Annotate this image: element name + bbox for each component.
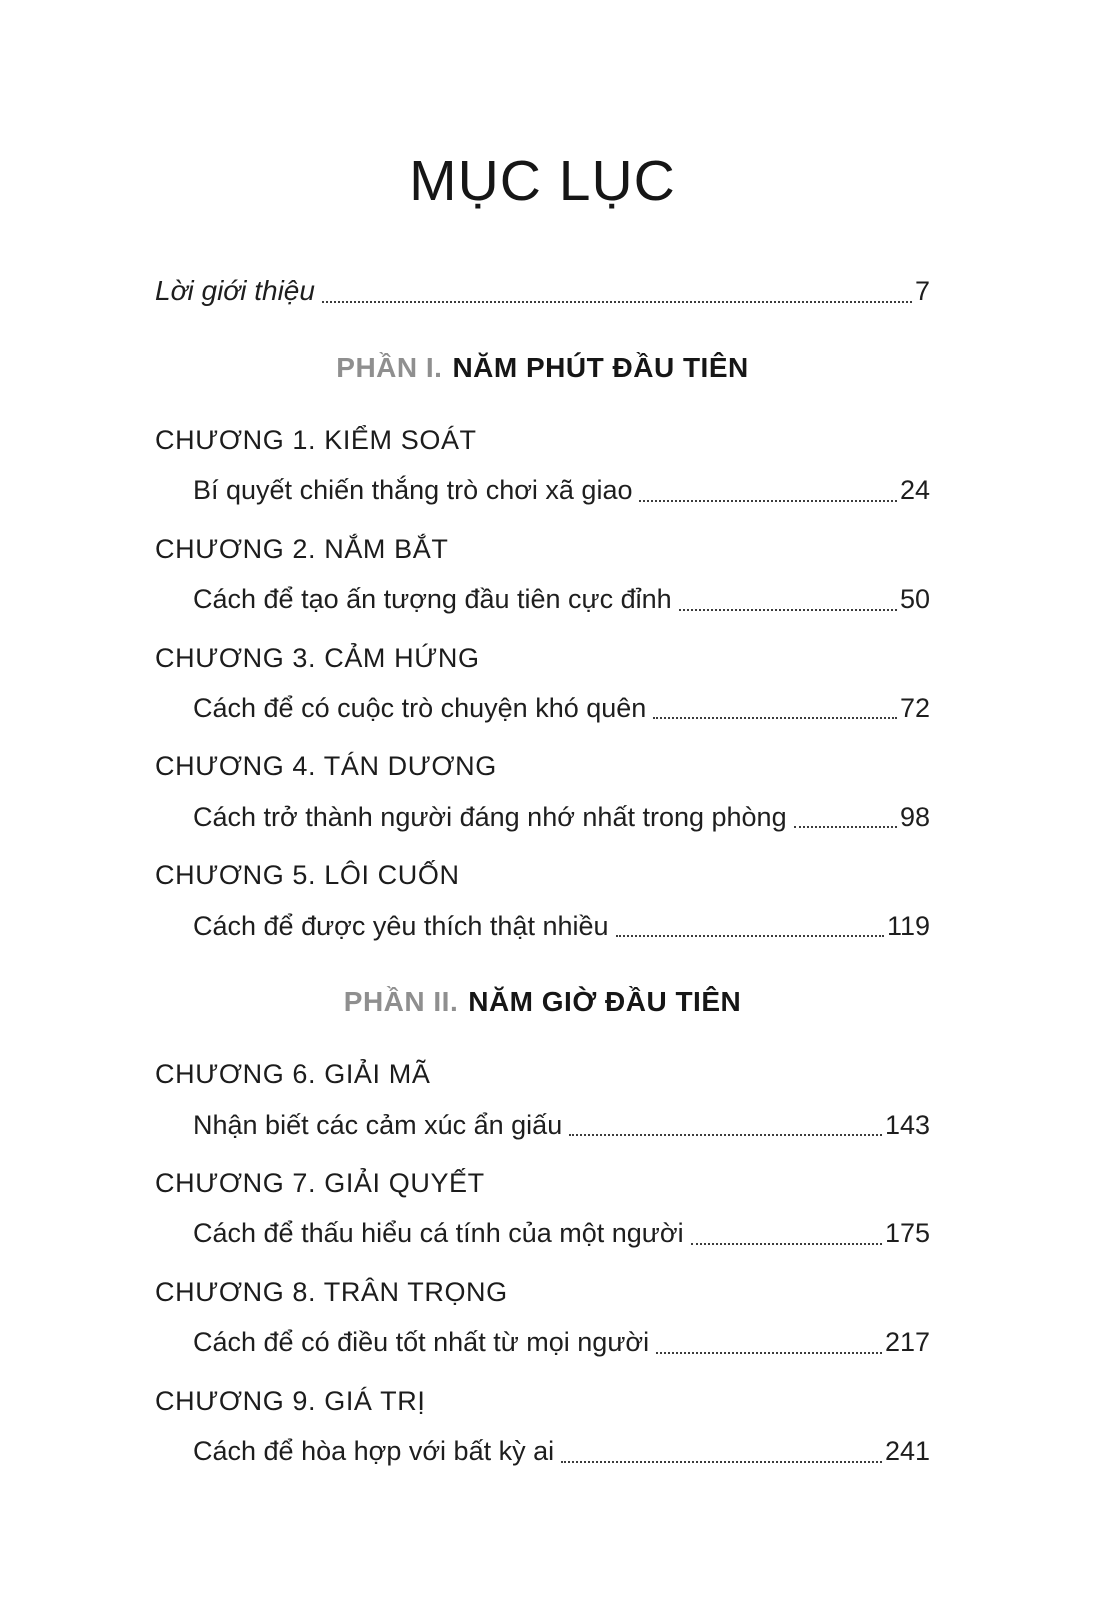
part-2-label: PHẦN II. <box>343 986 459 1018</box>
toc-chapter-7 <box>155 1165 930 1252</box>
intro-label: Lời giới thiệu <box>155 275 315 306</box>
chapter-5-subtitle: Cách để được yêu thích thật nhiều <box>193 910 609 941</box>
chapter-2-subtitle: Cách để tạo ấn tượng đầu tiên cực đỉnh <box>193 584 672 615</box>
chapter-9-page-number: 241 <box>884 1436 930 1467</box>
chapter-7-heading: CHƯƠNG 7. GIẢI QUYẾT <box>155 1168 485 1199</box>
toc-chapter-9 <box>155 1383 930 1470</box>
part-2-heading <box>155 986 930 1018</box>
chapter-2-heading: CHƯƠNG 2. NẮM BẮT <box>155 533 449 564</box>
part-1-title: NĂM PHÚT ĐẦU TIÊN <box>452 351 749 383</box>
toc-chapter-8 <box>155 1274 930 1361</box>
chapter-5-subtitle-line <box>155 908 930 944</box>
chapter-8-heading: CHƯƠNG 8. TRÂN TRỌNG <box>155 1276 508 1307</box>
intro-page-number: 7 <box>914 276 930 306</box>
dot-leader <box>569 1134 882 1136</box>
chapter-1-heading: CHƯƠNG 1. KIỂM SOÁT <box>155 424 477 455</box>
chapter-6-subtitle-line <box>155 1107 930 1143</box>
toc-chapter-1 <box>155 422 930 509</box>
dot-leader <box>322 301 912 303</box>
chapter-7-page-number: 175 <box>884 1218 930 1249</box>
page-title: MỤC LỤC <box>409 149 676 213</box>
chapter-1-subtitle: Bí quyết chiến thắng trò chơi xã giao <box>193 475 633 506</box>
chapter-8-subtitle-line <box>155 1324 930 1360</box>
chapter-9-subtitle-line <box>155 1433 930 1469</box>
toc-chapter-2 <box>155 531 930 618</box>
chapter-1-page-number: 24 <box>899 475 930 506</box>
chapter-2-subtitle-line <box>155 581 930 617</box>
toc-chapter-4 <box>155 748 930 835</box>
dot-leader <box>653 717 897 719</box>
dot-leader <box>616 935 884 937</box>
chapter-8-subtitle: Cách để có điều tốt nhất từ mọi người <box>193 1327 650 1358</box>
chapter-8-page-number: 217 <box>884 1327 930 1358</box>
part-1-label: PHẦN I. <box>336 351 443 383</box>
chapter-6-heading: CHƯƠNG 6. GIẢI MÃ <box>155 1059 431 1090</box>
chapter-4-heading: CHƯƠNG 4. TÁN DƯƠNG <box>155 751 497 782</box>
toc-chapter-6 <box>155 1056 930 1143</box>
chapter-3-heading: CHƯƠNG 3. CẢM HỨNG <box>155 642 480 673</box>
chapter-2-page-number: 50 <box>899 584 930 615</box>
chapter-7-subtitle: Cách để thấu hiểu cá tính của một người <box>193 1218 684 1249</box>
chapter-5-page-number: 119 <box>886 910 930 941</box>
chapter-7-subtitle-line <box>155 1215 930 1251</box>
dot-leader <box>691 1243 882 1245</box>
dot-leader <box>794 826 897 828</box>
dot-leader <box>656 1352 882 1354</box>
chapter-6-page-number: 143 <box>884 1109 930 1140</box>
dot-leader <box>679 609 897 611</box>
chapter-9-subtitle: Cách để hòa hợp với bất kỳ ai <box>193 1436 555 1467</box>
dot-leader <box>561 1461 882 1463</box>
chapter-3-page-number: 72 <box>899 692 930 723</box>
toc-chapter-5 <box>155 857 930 944</box>
chapter-9-heading: CHƯƠNG 9. GIÁ TRỊ <box>155 1385 426 1416</box>
chapter-6-subtitle: Nhận biết các cảm xúc ẩn giấu <box>193 1109 563 1140</box>
toc-entry-intro <box>155 272 930 310</box>
chapter-4-page-number: 98 <box>899 801 930 832</box>
chapter-4-subtitle: Cách trở thành người đáng nhớ nhất trong phòng <box>193 801 787 832</box>
chapter-3-subtitle: Cách để có cuộc trò chuyện khó quên <box>193 692 647 723</box>
chapter-4-subtitle-line <box>155 799 930 835</box>
part-1-heading <box>155 352 930 384</box>
dot-leader <box>639 500 896 502</box>
chapter-1-subtitle-line <box>155 472 930 508</box>
part-2-title: NĂM GIỜ ĐẦU TIÊN <box>468 986 742 1018</box>
chapter-5-heading: CHƯƠNG 5. LÔI CUỐN <box>155 860 460 891</box>
chapter-3-subtitle-line <box>155 690 930 726</box>
toc-chapter-3 <box>155 640 930 727</box>
